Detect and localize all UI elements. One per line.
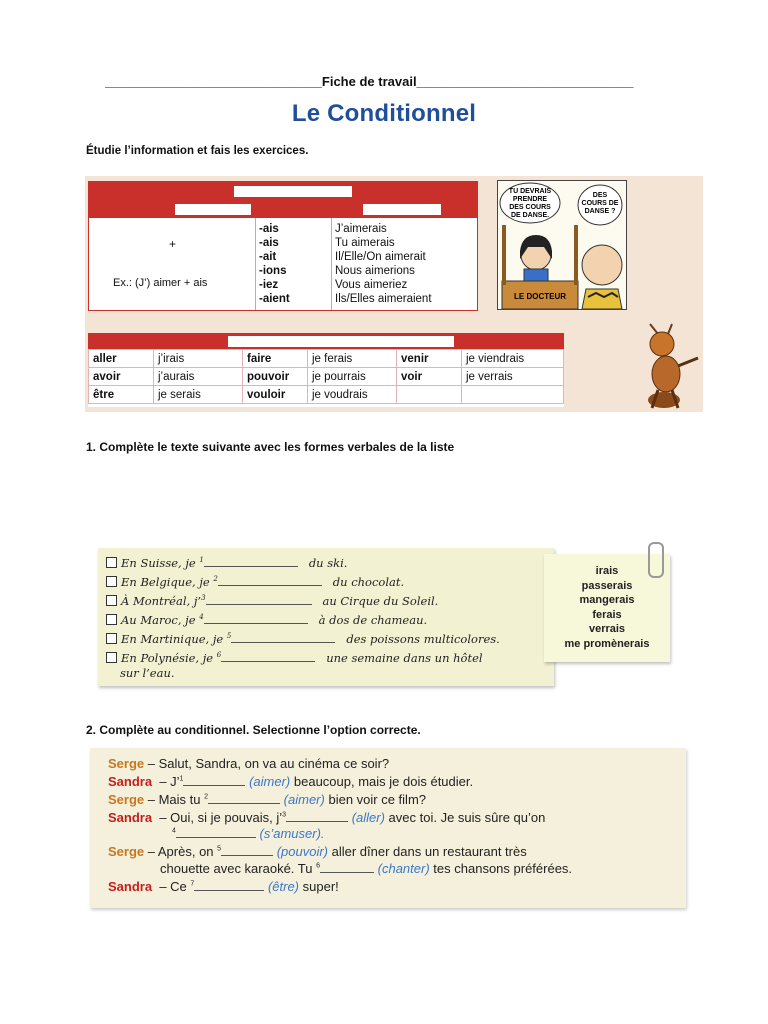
answer-blank[interactable] <box>221 661 315 662</box>
answer-blank[interactable] <box>183 785 245 786</box>
dialogue-text: chouette avec karaoké. Tu <box>160 861 313 876</box>
line-text: du ski. <box>308 556 348 570</box>
ending: -aient <box>259 293 290 305</box>
ending: -iez <box>259 279 279 291</box>
word-option: irais <box>595 565 619 577</box>
exercise-1-line <box>106 632 500 646</box>
redacted-label <box>234 186 352 197</box>
word-option: ferais <box>592 608 622 621</box>
exercise-2-paper <box>90 748 686 908</box>
line-text: une semaine dans un hôtel <box>326 651 483 665</box>
dialogue-text: – Salut, Sandra, on va au cinéma ce soir? <box>147 756 390 771</box>
checkbox[interactable] <box>106 633 117 644</box>
answer-blank[interactable] <box>320 872 374 873</box>
speaker-name: Serge <box>108 756 145 771</box>
bubble-text: PRENDRE <box>512 196 548 203</box>
dialogue-line <box>108 774 473 789</box>
verb-form: Ils/Elles aimeraient <box>335 293 432 305</box>
blank-number: 4 <box>199 613 204 622</box>
bubble-text: DE DANSE. <box>510 212 550 219</box>
exercise-1-line <box>106 613 427 627</box>
booth-sign: LE DOCTEUR <box>514 292 566 301</box>
checkbox[interactable] <box>106 595 117 606</box>
exercise-1-heading: 1. Complète le texte suivante avec les formes verbales de la liste <box>86 440 455 454</box>
verb-cell: aller <box>89 350 154 368</box>
form-cell: j’aurais <box>154 368 243 386</box>
example-text: Ex.: (J’) aimer + ais <box>113 277 208 289</box>
line-text: au Cirque du Soleil. <box>322 594 439 608</box>
ending: -ions <box>259 265 287 277</box>
table-subheader-bar <box>89 200 477 218</box>
blank-number: 1 <box>179 775 184 783</box>
verb-form: Tu aimerais <box>335 237 395 249</box>
verb-hint: (aller) <box>351 810 385 825</box>
speaker-name: Serge <box>108 792 145 807</box>
verb-cell: être <box>89 386 154 404</box>
dialogue-line <box>160 861 572 876</box>
verb-form: Vous aimeriez <box>335 279 408 291</box>
speaker-name: Sandra <box>108 810 153 825</box>
paperclip-icon <box>648 542 664 578</box>
ending: -ait <box>259 251 277 263</box>
checkbox[interactable] <box>106 614 117 625</box>
blank-number: 6 <box>216 651 222 660</box>
form-cell: je voudrais <box>308 386 397 404</box>
table-row <box>89 386 564 404</box>
ending: -ais <box>259 223 279 235</box>
speaker-name: Serge <box>108 844 145 859</box>
line-text: En Martinique, je <box>121 632 224 646</box>
plus-sign: + <box>169 237 177 251</box>
verb-form: Nous aimerions <box>335 265 415 277</box>
blank-number: 5 <box>217 845 222 853</box>
bubble-text: DES <box>592 192 608 199</box>
redacted-label <box>363 204 441 215</box>
word-option: verrais <box>588 623 626 636</box>
blank-number: 7 <box>190 880 195 888</box>
exercise-1-line <box>106 575 404 589</box>
dialogue-text: – Ce <box>159 879 187 894</box>
irregular-verbs-grid <box>88 349 564 404</box>
speaker-name: Sandra <box>108 774 153 789</box>
dialogue-line <box>108 756 389 771</box>
line-continuation: sur l’eau. <box>120 666 175 680</box>
ant-mascot-icon <box>636 322 702 410</box>
answer-blank[interactable] <box>194 890 264 891</box>
line-text: des poissons multicolores. <box>346 632 500 646</box>
verb-cell: venir <box>397 350 462 368</box>
blank-number: 5 <box>226 632 232 641</box>
form-cell: je ferais <box>308 350 397 368</box>
blank-number: 2 <box>213 575 218 584</box>
dialogue-text: beaucoup, mais je dois étudier. <box>293 774 474 789</box>
dialogue-text: – Oui, si je pouvais, j’ <box>159 810 283 825</box>
line-text: En Suisse, je <box>121 556 196 570</box>
table-header-bar <box>88 333 564 349</box>
form-cell: je pourrais <box>308 368 397 386</box>
verb-form: J’aimerais <box>335 223 387 235</box>
verb-hint: (aimer) <box>249 774 291 789</box>
bubble-text: DES COURS <box>509 204 551 211</box>
verb-hint: (être) <box>267 879 299 894</box>
exercise-1-line <box>106 651 483 665</box>
answer-blank[interactable] <box>286 821 348 822</box>
answer-blank[interactable] <box>206 604 312 605</box>
blank-number: 6 <box>316 862 321 870</box>
forms-column <box>335 222 432 306</box>
checkbox[interactable] <box>106 576 117 587</box>
verb-hint: (chanter) <box>377 861 430 876</box>
verb-hint: (aimer) <box>283 792 325 807</box>
worksheet-header: ______________________________Fiche de travail______________________________ <box>105 74 634 89</box>
dialogue-text: – Après, on <box>147 844 214 859</box>
answer-blank[interactable] <box>204 623 308 624</box>
verb-cell: pouvoir <box>243 368 308 386</box>
ending: -ais <box>259 237 279 249</box>
irregular-verbs-table <box>88 333 564 407</box>
conjugation-table <box>88 181 478 311</box>
form-cell <box>462 386 564 404</box>
blank-number: 3 <box>282 811 287 819</box>
exercise-1-line <box>106 594 438 608</box>
line-text: En Polynésie, je <box>121 651 214 665</box>
line-text: À Montréal, j’ <box>121 594 202 608</box>
dialogue-text: aller dîner dans un restaurant très <box>331 844 527 859</box>
exercise-1-paper <box>98 548 554 686</box>
bubble-text: DANSE ? <box>584 208 616 215</box>
exercise-1-line <box>106 556 347 570</box>
answer-blank[interactable] <box>176 837 256 838</box>
verb-form: Il/Elle/On aimerait <box>335 251 426 263</box>
form-cell: je viendrais <box>462 350 564 368</box>
line-text: Au Maroc, je <box>121 613 196 627</box>
redacted-label <box>175 204 251 215</box>
bubble-text: TU DEVRAIS <box>508 188 552 195</box>
checkbox[interactable] <box>106 557 117 568</box>
word-option: passerais <box>581 579 633 592</box>
form-cell: je serais <box>154 386 243 404</box>
instruction: Étudie l’information et fais les exercices. <box>86 145 309 157</box>
answer-blank[interactable] <box>204 566 298 567</box>
form-cell: je verrais <box>462 368 564 386</box>
comic-panel <box>497 180 627 310</box>
blank-number: 4 <box>172 827 176 835</box>
verb-cell: faire <box>243 350 308 368</box>
column-divider <box>331 218 332 310</box>
answer-blank[interactable] <box>208 803 280 804</box>
line-text: à dos de chameau. <box>318 613 428 627</box>
speaker-name: Sandra <box>108 879 153 894</box>
table-header-bar <box>89 182 477 200</box>
comic-illustration <box>498 181 626 309</box>
verb-hint: (pouvoir) <box>276 844 328 859</box>
bubble-text: COURS DE <box>581 200 619 207</box>
table-row <box>89 350 564 368</box>
answer-blank[interactable] <box>231 642 335 643</box>
checkbox[interactable] <box>106 652 117 663</box>
dialogue-line <box>108 844 527 859</box>
dialogue-text: super! <box>302 879 339 894</box>
table-row <box>89 368 564 386</box>
blank-number: 2 <box>204 793 209 801</box>
blank-number: 1 <box>199 556 204 565</box>
endings-column <box>259 222 290 306</box>
verb-cell: voir <box>397 368 462 386</box>
column-divider <box>255 218 256 310</box>
word-option: mangerais <box>579 594 635 607</box>
dialogue-text: – Mais tu <box>147 792 201 807</box>
verb-cell <box>397 386 462 404</box>
redacted-label <box>228 336 454 347</box>
answer-blank[interactable] <box>221 855 273 856</box>
verb-hint: (s’amuser). <box>259 826 325 841</box>
exercise-2-heading: 2. Complète au conditionnel. Selectionne l’option correcte. <box>86 723 421 737</box>
line-text: du chocolat. <box>332 575 405 589</box>
dialogue-text: tes chansons préférées. <box>433 861 573 876</box>
verb-cell: vouloir <box>243 386 308 404</box>
blank-number: 3 <box>201 594 206 603</box>
line-text: En Belgique, je <box>121 575 210 589</box>
dialogue-text: avec toi. Je suis sûre qu’on <box>388 810 546 825</box>
dialogue-line <box>108 810 545 825</box>
dialogue-text: – J’ <box>159 774 180 789</box>
answer-blank[interactable] <box>218 585 322 586</box>
dialogue-text: bien voir ce film? <box>328 792 427 807</box>
dialogue-line <box>172 826 325 841</box>
verb-cell: avoir <box>89 368 154 386</box>
form-cell: j’irais <box>154 350 243 368</box>
page-title: Le Conditionnel <box>291 100 477 127</box>
dialogue-line <box>108 879 339 894</box>
word-option: me promènerais <box>564 637 650 650</box>
dialogue-line <box>108 792 426 807</box>
